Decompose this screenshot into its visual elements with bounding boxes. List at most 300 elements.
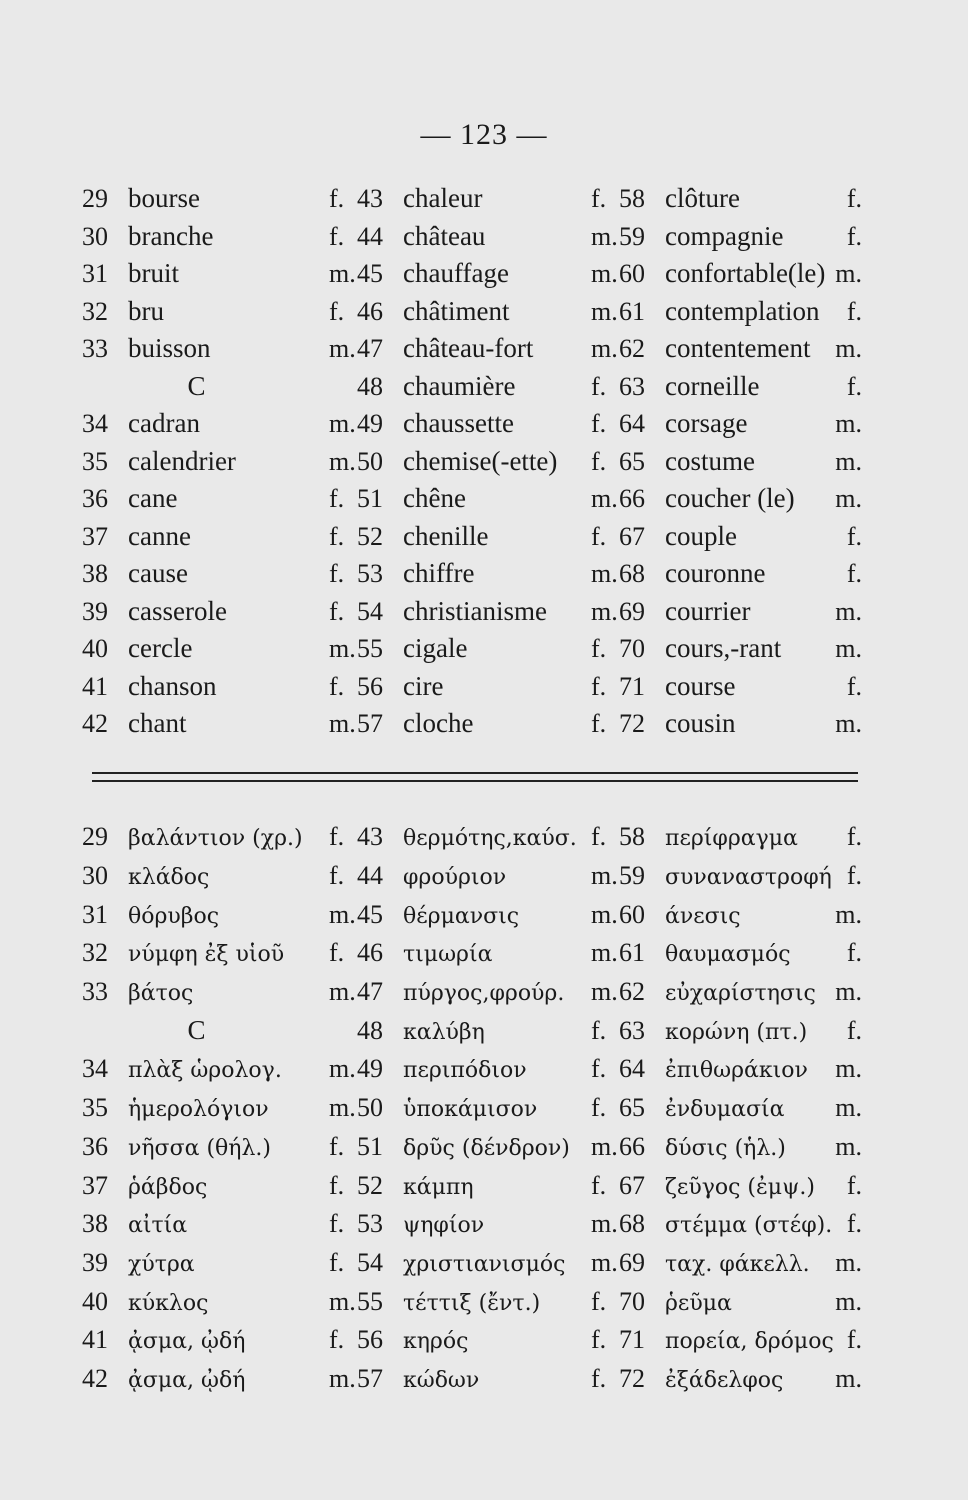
- entry: [82, 708, 357, 739]
- entry-word: ἐπιθωράκιον: [665, 1058, 808, 1084]
- entry-gender: m.: [835, 446, 862, 476]
- double-rule-divider: [92, 772, 858, 782]
- entry-number: 29: [82, 822, 108, 852]
- entry: [619, 1132, 862, 1162]
- entry-word: πύργος,φρούρ.: [403, 981, 565, 1007]
- entry-gender: f.: [329, 596, 345, 626]
- entry: [619, 1209, 862, 1239]
- entry-gender: m.: [835, 977, 862, 1007]
- entry: [357, 558, 619, 589]
- entry-number: 34: [82, 1054, 108, 1084]
- entry: [357, 1093, 619, 1123]
- entry-word: εὐχαρίστησις: [665, 981, 816, 1007]
- entry-word: ἐξάδελφος: [665, 1367, 784, 1393]
- entry-gender: m.: [591, 334, 618, 364]
- entry-gender: f.: [329, 521, 345, 551]
- entry-word: κλάδος: [128, 865, 210, 891]
- entry-word: αἰτία: [128, 1213, 188, 1239]
- entry-number: 40: [82, 1286, 108, 1316]
- entry-word: cire: [403, 670, 444, 701]
- entry-number: 46: [357, 296, 383, 326]
- entry-gender: m.: [835, 484, 862, 514]
- entry-gender: f.: [591, 822, 607, 852]
- entry-gender: f.: [591, 1054, 607, 1084]
- entry-gender: m.: [329, 899, 356, 929]
- entry-number: 50: [357, 1093, 383, 1123]
- entry: [357, 1016, 619, 1046]
- entry-number: 31: [82, 899, 108, 929]
- entry-number: 49: [357, 1054, 383, 1084]
- entry-number: 42: [82, 709, 108, 739]
- entry-gender: m.: [591, 559, 618, 589]
- entry-number: 68: [619, 1209, 645, 1239]
- entry-number: 30: [82, 221, 108, 251]
- entry-number: 56: [357, 671, 383, 701]
- entry-gender: f.: [591, 184, 607, 214]
- entry-word: canne: [128, 520, 191, 551]
- entry-word: ᾆσμα, ᾠδή: [128, 1367, 246, 1393]
- entry: [357, 671, 619, 702]
- entry-number: 66: [619, 484, 645, 514]
- entry-row: [82, 480, 862, 518]
- entry-gender: m.: [835, 259, 862, 289]
- entry-word: chant: [128, 708, 187, 739]
- entry-number: 30: [82, 861, 108, 891]
- entry-gender: f.: [846, 1209, 862, 1239]
- entry: [357, 258, 619, 289]
- entry-gender: f.: [591, 634, 607, 664]
- entry-word: chaussette: [403, 408, 514, 439]
- entry: [82, 258, 357, 289]
- entry: [357, 408, 619, 439]
- entry-number: 51: [357, 1131, 383, 1161]
- entry-word: καλύβη: [403, 1019, 485, 1045]
- entry: [619, 938, 862, 968]
- entry-gender: f.: [591, 1286, 607, 1316]
- entry: [82, 671, 357, 702]
- entry-gender: f.: [846, 521, 862, 551]
- entry-gender: m.: [591, 899, 618, 929]
- entry-word: christianisme: [403, 595, 547, 626]
- entry-word: τιμωρία: [403, 942, 493, 968]
- entry-gender: m.: [835, 1363, 862, 1393]
- entry-row: [82, 705, 862, 743]
- entry-number: 67: [619, 1170, 645, 1200]
- entry: [82, 1054, 357, 1084]
- entry-word: chaumière: [403, 370, 516, 401]
- entry-number: 37: [82, 1170, 108, 1200]
- section-letter: C: [187, 370, 206, 401]
- entry-gender: m.: [835, 709, 862, 739]
- entry-gender: f.: [591, 446, 607, 476]
- entry-number: 66: [619, 1131, 645, 1161]
- entry-gender: f.: [591, 521, 607, 551]
- entry-number: 71: [619, 1325, 645, 1355]
- entry: [82, 1209, 357, 1239]
- entry-word: chanson: [128, 670, 217, 701]
- entry: [82, 483, 357, 514]
- entry-gender: f.: [591, 1093, 607, 1123]
- entry-word: κάμπη: [403, 1174, 474, 1200]
- entry-number: 38: [82, 1209, 108, 1239]
- entry-gender: f.: [846, 371, 862, 401]
- entry: [619, 861, 862, 891]
- entry-word: δύσις (ἡλ.): [665, 1135, 786, 1161]
- entry-word: contemplation: [665, 295, 820, 326]
- entry-gender: f.: [329, 1247, 345, 1277]
- entry-word: δρῦς (δένδρον): [403, 1135, 570, 1161]
- entry: [357, 977, 619, 1007]
- entry-word: ζεῦγος (ἐμψ.): [665, 1174, 815, 1200]
- entry-number: 32: [82, 296, 108, 326]
- entry: [82, 296, 357, 327]
- entry-gender: m.: [591, 861, 618, 891]
- entry-word: compagnie: [665, 220, 784, 251]
- entry-word: chemise(-ette): [403, 445, 558, 476]
- entry-gender: f.: [591, 371, 607, 401]
- entry-number: 55: [357, 634, 383, 664]
- greek-vocabulary-list: [82, 818, 862, 1398]
- entry-word: ἐνδυμασία: [665, 1097, 785, 1123]
- entry-row: [82, 630, 862, 668]
- entry-number: 61: [619, 938, 645, 968]
- entry-number: 48: [357, 1015, 383, 1045]
- entry-gender: f.: [846, 671, 862, 701]
- entry-gender: m.: [835, 596, 862, 626]
- entry-word: cigale: [403, 633, 468, 664]
- entry: [619, 333, 862, 364]
- entry-word: κύκλος: [128, 1290, 209, 1316]
- entry-row: [82, 934, 862, 973]
- entry-number: 50: [357, 446, 383, 476]
- entry-gender: f.: [846, 861, 862, 891]
- entry-gender: f.: [329, 861, 345, 891]
- entry-number: 47: [357, 977, 383, 1007]
- entry: [619, 1364, 862, 1394]
- entry-word: bru: [128, 295, 164, 326]
- entry: [82, 977, 357, 1007]
- entry: [82, 521, 357, 552]
- entry: [82, 371, 357, 402]
- entry-row: [82, 1166, 862, 1205]
- entry: [82, 446, 357, 477]
- entry-row: [82, 218, 862, 256]
- entry-gender: m.: [329, 634, 356, 664]
- entry-gender: m.: [835, 1093, 862, 1123]
- entry-number: 63: [619, 371, 645, 401]
- entry-number: 31: [82, 259, 108, 289]
- entry: [619, 1171, 862, 1201]
- entry-number: 29: [82, 184, 108, 214]
- entry-number: 39: [82, 596, 108, 626]
- entry-number: 49: [357, 409, 383, 439]
- entry-word: couple: [665, 520, 737, 551]
- entry-gender: f.: [591, 1363, 607, 1393]
- entry-number: 57: [357, 1363, 383, 1393]
- entry-number: 44: [357, 221, 383, 251]
- entry-row: [82, 593, 862, 631]
- entry: [82, 183, 357, 214]
- entry-word: courrier: [665, 595, 751, 626]
- entry-row: [82, 518, 862, 556]
- entry-gender: m.: [329, 446, 356, 476]
- entry-gender: f.: [846, 1325, 862, 1355]
- entry-gender: f.: [329, 184, 345, 214]
- entry-number: 58: [619, 184, 645, 214]
- entry-row: [82, 1205, 862, 1244]
- entry-gender: f.: [329, 484, 345, 514]
- entry-word: φρούριον: [403, 865, 507, 891]
- entry: [357, 296, 619, 327]
- entry-word: κηρός: [403, 1329, 469, 1355]
- entry-gender: f.: [846, 221, 862, 251]
- entry-word: bruit: [128, 258, 179, 289]
- entry-gender: f.: [846, 1170, 862, 1200]
- entry-number: 59: [619, 861, 645, 891]
- entry: [82, 1132, 357, 1162]
- entry: [357, 822, 619, 852]
- entry-word: corneille: [665, 370, 760, 401]
- entry-word: coucher (le): [665, 483, 795, 514]
- entry: [619, 671, 862, 702]
- entry-gender: f.: [591, 671, 607, 701]
- entry: [619, 521, 862, 552]
- entry-gender: m.: [591, 221, 618, 251]
- entry: [619, 296, 862, 327]
- entry: [357, 1054, 619, 1084]
- entry-gender: m.: [591, 259, 618, 289]
- entry: [619, 1287, 862, 1317]
- entry-gender: m.: [329, 1054, 356, 1084]
- entry: [82, 1171, 357, 1201]
- entry: [619, 822, 862, 852]
- entry-number: 64: [619, 409, 645, 439]
- entry: [357, 900, 619, 930]
- entry: [82, 1015, 357, 1046]
- entry: [619, 446, 862, 477]
- entry-row: [82, 255, 862, 293]
- entry: [82, 408, 357, 439]
- entry-word: cercle: [128, 633, 193, 664]
- entry-gender: m.: [591, 977, 618, 1007]
- entry-gender: m.: [835, 1131, 862, 1161]
- entry-number: 41: [82, 671, 108, 701]
- entry-number: 36: [82, 1131, 108, 1161]
- entry: [357, 371, 619, 402]
- entry: [82, 861, 357, 891]
- entry: [619, 483, 862, 514]
- entry-number: 38: [82, 559, 108, 589]
- entry-number: 54: [357, 1247, 383, 1277]
- entry: [357, 1364, 619, 1394]
- entry-number: 52: [357, 521, 383, 551]
- entry-number: 70: [619, 634, 645, 664]
- entry-gender: m.: [591, 1131, 618, 1161]
- entry-gender: m.: [329, 1363, 356, 1393]
- entry-number: 52: [357, 1170, 383, 1200]
- entry-word: château: [403, 220, 486, 251]
- entry: [357, 1171, 619, 1201]
- entry-gender: f.: [846, 822, 862, 852]
- entry-number: 68: [619, 559, 645, 589]
- entry-row: [82, 1011, 862, 1050]
- entry: [357, 446, 619, 477]
- entry-word: κορώνη (πτ.): [665, 1019, 808, 1045]
- entry-gender: m.: [835, 334, 862, 364]
- entry-number: 56: [357, 1325, 383, 1355]
- entry-word: ῥεῦμα: [665, 1290, 732, 1316]
- entry-number: 35: [82, 446, 108, 476]
- entry-gender: f.: [329, 559, 345, 589]
- entry-word: ὑποκάμισον: [403, 1097, 538, 1123]
- entry-gender: f.: [329, 1170, 345, 1200]
- entry-word: ψηφίον: [403, 1213, 485, 1239]
- entry-number: 69: [619, 596, 645, 626]
- entry-row: [82, 330, 862, 368]
- entry-row: [82, 368, 862, 406]
- entry-gender: f.: [329, 1131, 345, 1161]
- entry-row: [82, 1321, 862, 1360]
- entry-word: couronne: [665, 558, 766, 589]
- entry-word: χριστιανισμός: [403, 1251, 566, 1277]
- entry-number: 42: [82, 1363, 108, 1393]
- entry: [619, 1248, 862, 1278]
- entry-row: [82, 293, 862, 331]
- entry-number: 39: [82, 1247, 108, 1277]
- entry-word: βαλάντιον (χρ.): [128, 826, 303, 852]
- entry-gender: m.: [591, 1247, 618, 1277]
- entry-number: 71: [619, 671, 645, 701]
- entry: [82, 221, 357, 252]
- entry-gender: m.: [591, 596, 618, 626]
- entry-row: [82, 405, 862, 443]
- entry-word: τέττιξ (ἔντ.): [403, 1290, 541, 1316]
- entry-gender: f.: [591, 1015, 607, 1045]
- entry-word: costume: [665, 445, 755, 476]
- entry: [619, 371, 862, 402]
- entry-row: [82, 555, 862, 593]
- entry-row: [82, 668, 862, 706]
- entry: [82, 558, 357, 589]
- french-vocabulary-list: [82, 180, 862, 743]
- entry-word: χύτρα: [128, 1251, 195, 1277]
- entry-gender: f.: [591, 409, 607, 439]
- entry-number: 35: [82, 1093, 108, 1123]
- entry-word: συναναστροφή: [665, 865, 832, 891]
- entry-number: 51: [357, 484, 383, 514]
- entry-number: 58: [619, 822, 645, 852]
- entry-gender: f.: [846, 184, 862, 214]
- entry: [357, 1325, 619, 1355]
- entry-gender: m.: [835, 1247, 862, 1277]
- entry-row: [82, 1128, 862, 1167]
- entry-gender: f.: [329, 1325, 345, 1355]
- entry-number: 41: [82, 1325, 108, 1355]
- entry-word: chaleur: [403, 183, 483, 214]
- entry: [82, 822, 357, 852]
- entry-number: 34: [82, 409, 108, 439]
- entry: [82, 633, 357, 664]
- entry-word: κώδων: [403, 1367, 480, 1393]
- entry-gender: m.: [591, 938, 618, 968]
- entry-gender: f.: [591, 1170, 607, 1200]
- entry-number: 43: [357, 184, 383, 214]
- entry-word: στέμμα (στέφ).: [665, 1213, 833, 1239]
- entry-gender: m.: [329, 1286, 356, 1316]
- entry-word: casserole: [128, 595, 227, 626]
- entry-row: [82, 1282, 862, 1321]
- entry-number: 55: [357, 1286, 383, 1316]
- entry-number: 36: [82, 484, 108, 514]
- entry-number: 57: [357, 709, 383, 739]
- entry-number: 72: [619, 1363, 645, 1393]
- entry-gender: f.: [591, 1325, 607, 1355]
- entry-word: θαυμασμός: [665, 942, 791, 968]
- entry-number: 53: [357, 559, 383, 589]
- entry-number: 72: [619, 709, 645, 739]
- entry-gender: m.: [591, 296, 618, 326]
- entry-word: ῥάβδος: [128, 1174, 208, 1200]
- entry-row: [82, 973, 862, 1012]
- entry-row: [82, 1050, 862, 1089]
- entry-gender: m.: [329, 334, 356, 364]
- entry-gender: m.: [329, 259, 356, 289]
- entry-number: 45: [357, 259, 383, 289]
- entry-number: 45: [357, 899, 383, 929]
- section-letter: C: [187, 1015, 206, 1046]
- entry: [619, 221, 862, 252]
- entry-gender: f.: [329, 671, 345, 701]
- entry: [357, 183, 619, 214]
- entry-word: chenille: [403, 520, 489, 551]
- entry-gender: f.: [329, 296, 345, 326]
- entry-number: 33: [82, 334, 108, 364]
- entry-word: πλὰξ ὡρολογ.: [128, 1058, 282, 1084]
- entry-word: cloche: [403, 708, 474, 739]
- entry-word: course: [665, 670, 736, 701]
- entry-row: [82, 443, 862, 481]
- entry-number: 47: [357, 334, 383, 364]
- entry: [82, 596, 357, 627]
- entry-gender: m.: [835, 634, 862, 664]
- entry-gender: m.: [835, 409, 862, 439]
- entry-word: ἡμερολόγιον: [128, 1097, 269, 1123]
- entry-word: νῆσσα (θήλ.): [128, 1135, 271, 1161]
- entry-row: [82, 180, 862, 218]
- entry-word: buisson: [128, 333, 211, 364]
- entry-number: 59: [619, 221, 645, 251]
- entry-row: [82, 1244, 862, 1283]
- entry: [357, 1132, 619, 1162]
- entry-word: cours,-rant: [665, 633, 782, 664]
- entry: [357, 221, 619, 252]
- entry-number: 33: [82, 977, 108, 1007]
- entry-word: cause: [128, 558, 188, 589]
- entry: [82, 1287, 357, 1317]
- entry-gender: m.: [329, 709, 356, 739]
- entry-number: 61: [619, 296, 645, 326]
- entry: [82, 1248, 357, 1278]
- entry-row: [82, 857, 862, 896]
- entry-word: clôture: [665, 183, 740, 214]
- entry-gender: m.: [835, 899, 862, 929]
- entry-number: 65: [619, 1093, 645, 1123]
- entry-number: 54: [357, 596, 383, 626]
- entry: [357, 521, 619, 552]
- entry: [619, 1325, 862, 1355]
- entry: [357, 708, 619, 739]
- entry-number: 53: [357, 1209, 383, 1239]
